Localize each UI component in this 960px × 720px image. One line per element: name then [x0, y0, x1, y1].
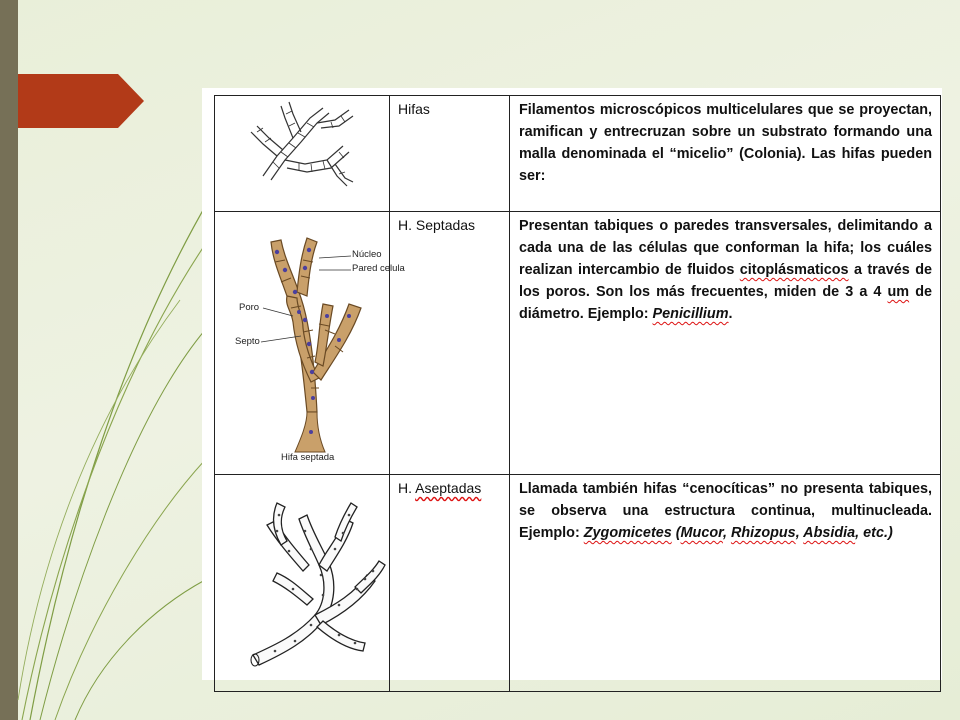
definition-aseptadas — [510, 475, 940, 544]
definition-text: . — [728, 306, 733, 322]
definition-text: ( — [671, 525, 681, 541]
document-image — [202, 88, 942, 680]
hyphae-table — [214, 95, 941, 692]
table-row-septadas — [215, 212, 941, 475]
species-name: Absidia — [803, 525, 856, 541]
term-prefix: H. — [398, 480, 416, 496]
definition-septadas — [510, 212, 940, 325]
septadas-definition-cell — [510, 212, 941, 475]
aseptadas-image-cell — [215, 475, 390, 692]
hifas-term-cell — [390, 96, 510, 212]
label-nucleo: Núcleo — [352, 249, 382, 260]
aseptadas-term-cell — [390, 475, 510, 692]
definition-text: de diámetro. Ejemplo: — [519, 284, 932, 322]
spellcheck-word: um — [887, 284, 910, 300]
table-row-hifas — [215, 96, 941, 212]
definition-text: Presentan tabiques o paredes transversales, delimitando a cada una de las células que conforman la hifa; los cuáles realizan intercambio de fluidos — [519, 218, 932, 278]
hifas-image-cell — [215, 96, 390, 212]
species-name: Penicillium — [652, 306, 729, 322]
aseptadas-definition-cell — [510, 475, 941, 692]
definition-text: a través de los poros. Son los más frecuentes, miden de 3 a 4 — [519, 262, 933, 300]
species-name: Mucor — [680, 525, 723, 541]
spellcheck-word: citoplásmaticos — [739, 262, 849, 278]
term-aseptadas — [390, 475, 509, 501]
term-hifas: Hifas — [398, 101, 430, 117]
definition-text: , etc.) — [855, 525, 893, 541]
definition-text: Filamentos microscópicos multicelulares que se proyectan, ramifican y entrecruzan sobre un substrato formando una malla denominada el “micelio” (Colonia). Las hifas pueden ser: — [519, 102, 932, 184]
aseptate-hypha-illustration — [215, 475, 390, 686]
hifas-definition-cell — [510, 96, 941, 212]
term-septadas: H. Septadas — [398, 217, 476, 233]
definition-text: , — [795, 525, 804, 541]
label-septo: Septo — [235, 336, 260, 347]
branched-hypha-illustration — [215, 96, 390, 206]
definition-text: Llamada también hifas “cenocíticas” no presenta tabiques, se observa una estructura continua, multinucleada. Ejemplo: — [519, 481, 932, 541]
title-tab-arrow — [18, 74, 144, 128]
definition-hifas — [510, 96, 940, 187]
species-name: Rhizopus — [730, 525, 796, 541]
spellcheck-word: Aseptadas — [415, 480, 482, 496]
septadas-image-cell — [215, 212, 405, 475]
species-name: Zygomicetes — [583, 525, 672, 541]
label-hifa-septada: Hifa septada — [281, 452, 335, 463]
septadas-term-cell — [390, 212, 510, 475]
label-poro: Poro — [239, 302, 260, 313]
definition-text: , — [722, 525, 731, 541]
label-pared-celular: Pared celula — [352, 263, 405, 274]
table-row-aseptadas — [215, 475, 941, 692]
